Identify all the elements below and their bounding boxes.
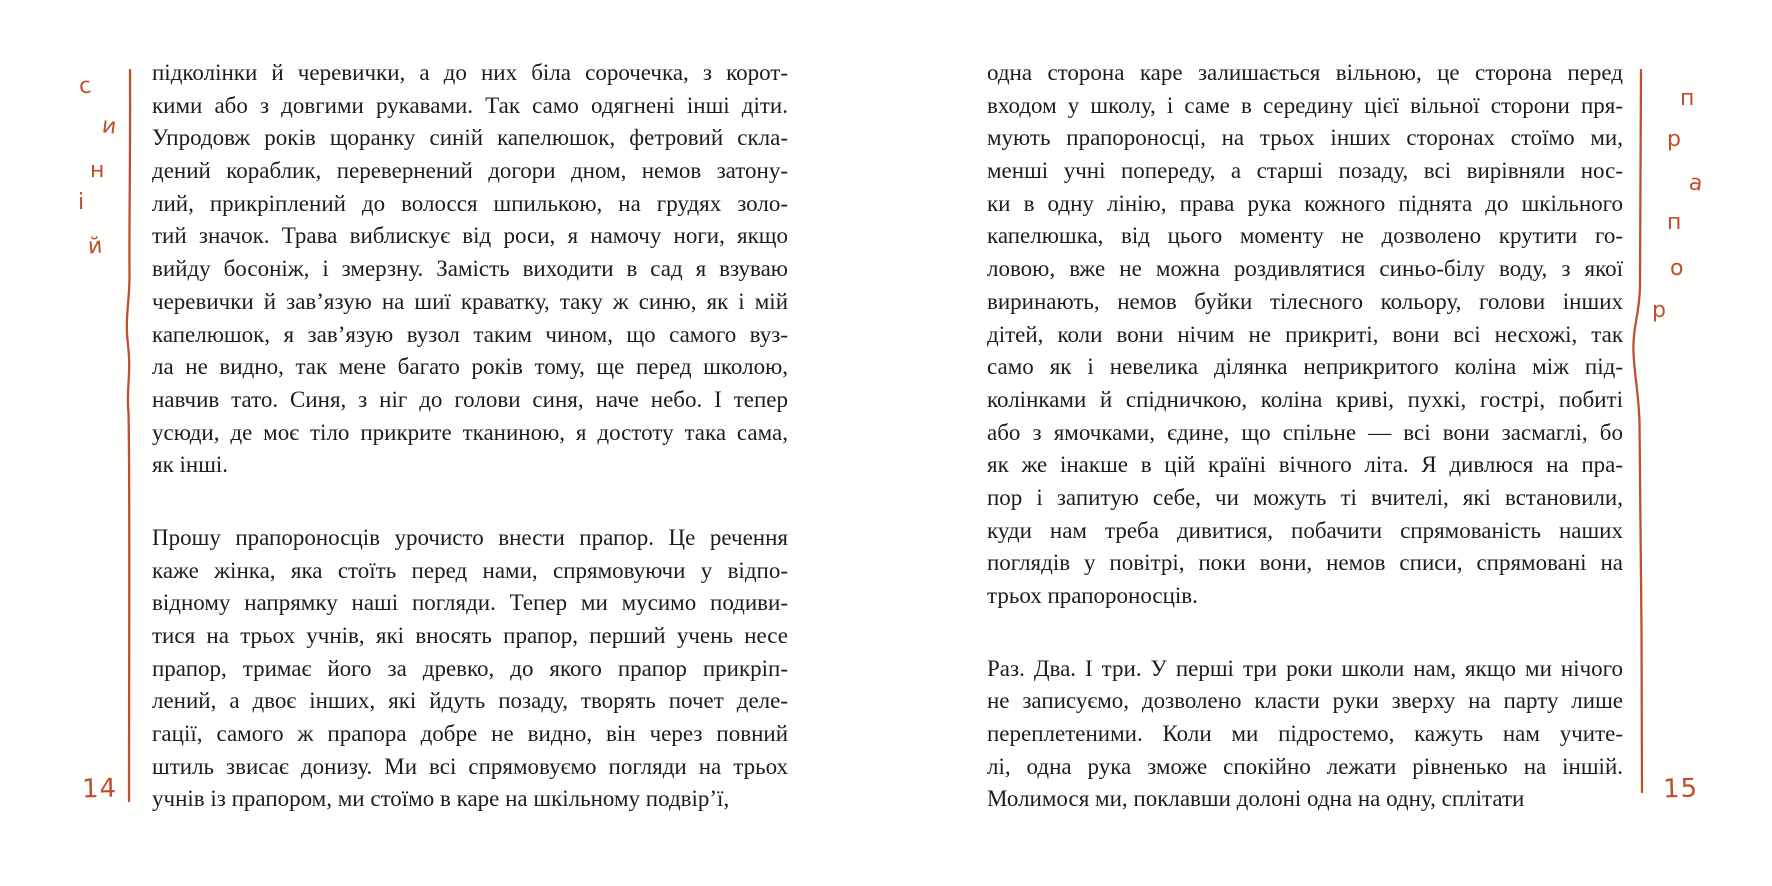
right-page-number: 15 xyxy=(1662,773,1699,805)
paragraph xyxy=(152,522,788,816)
text-line: як же інакше в цій країні вічного літа. Я дивлюся на пра- xyxy=(987,452,1623,478)
margin-letter: н xyxy=(90,158,105,183)
text-line: виринають, немов буйки тілесного кольору, голови інших xyxy=(987,288,1623,314)
left-page-number: 14 xyxy=(81,773,118,805)
text-line: ловою, вже не можна роздивлятися синьо-білу воду, з якої xyxy=(987,256,1623,282)
text-line: Упродовж років щоранку синій капелюшок, фетровий скла- xyxy=(152,125,788,151)
text-line: лий, прикріплений до волосся шпилькою, на грудях золо- xyxy=(152,190,788,216)
margin-letter: р xyxy=(1652,298,1666,323)
margin-letter: п xyxy=(1667,210,1682,235)
left-wavy-line xyxy=(127,70,130,801)
text-line: черевички й зав’язую на шиї краватку, таку ж синю, як і мій xyxy=(152,288,788,314)
text-line: менші учні попереду, а старші позаду, всі вирівняли нос- xyxy=(987,158,1623,184)
text-line: переплетеними. Коли ми підростемо, кажуть нам учите- xyxy=(987,721,1623,747)
text-line: Раз. Два. І три. У перші три роки школи нам, якщо ми нічого xyxy=(987,655,1623,681)
margin-letter: й xyxy=(86,233,104,260)
text-line: куди нам треба дивитися, побачити спрямованість наших xyxy=(987,517,1623,543)
text-line: капелюшка, від цього моменту не дозволено крутити го- xyxy=(987,223,1623,249)
text-line: колінками й спідничкою, коліна криві, пухкі, гострі, побиті xyxy=(987,386,1623,412)
text-line: пор і запитую себе, чи можуть ті вчителі, які встановили, xyxy=(987,484,1623,510)
text-line: або з ямочками, єдине, що спільне — всі вони засмаглі, бо xyxy=(987,419,1623,445)
text-line: дений кораблик, перевернений догори дном, немов затону- xyxy=(152,158,788,184)
margin-letter: п xyxy=(1680,86,1695,111)
text-line: лі, одна рука зможе спокійно лежати рівненько на іншій. xyxy=(987,753,1623,779)
paragraph xyxy=(987,653,1623,816)
text-line: ки в одну лінію, права рука кожного піднята до шкільного xyxy=(987,190,1623,216)
text-line: само як і невелика ділянка неприкритого коліна між під- xyxy=(987,354,1623,380)
text-line: входом у школу, і саме в середину цієї вільної сторони пря- xyxy=(987,92,1623,118)
margin-letter: а xyxy=(1687,170,1705,197)
text-line: капелюшок, я зав’язую вузол таким чином, що самого вуз- xyxy=(152,321,788,347)
text-line: штиль звисає донизу. Ми всі спрямовуємо погляди на трьох xyxy=(152,753,788,779)
text-line: прапор, тримає його за древко, до якого прапор прикріп- xyxy=(152,655,788,681)
margin-letter: и xyxy=(100,113,118,140)
margin-letter: р xyxy=(1667,127,1681,152)
text-line: не записуємо, дозволено класти руки зверху на парту лише xyxy=(987,688,1623,714)
margin-letter: і xyxy=(78,190,85,215)
text-line: ла не видно, так мене багато років тому, ще перед школою, xyxy=(152,354,788,380)
text-line: поглядів у повітрі, поки вони, немов списи, спрямовані на xyxy=(987,550,1623,576)
paragraph xyxy=(152,57,788,482)
text-line: трьох прапороносців. xyxy=(987,583,1198,608)
text-line: навчив тато. Синя, з ніг до голови синя, наче небо. І тепер xyxy=(152,386,788,412)
margin-letter: о xyxy=(1670,256,1684,281)
text-line: відному напрямку наші погляди. Тепер ми мусимо подиви- xyxy=(152,590,788,616)
margin-letter: с xyxy=(77,73,93,100)
text-line: Молимося ми, поклавши долоні одна на одну, сплітати xyxy=(987,786,1525,812)
left-page-text xyxy=(152,57,788,816)
text-line: Прошу прапороносців урочисто внести прапор. Це речення xyxy=(152,524,788,550)
text-line: підколінки й черевички, а до них біла сорочечка, з корот- xyxy=(152,60,788,85)
text-line: як інші. xyxy=(152,452,229,478)
text-line: кими або з довгими рукавами. Так само одягнені інші діти. xyxy=(152,92,788,118)
right-wavy-line xyxy=(1633,70,1642,792)
text-line: учнів із прапором, ми стоїмо в каре на шкільному подвір’ї, xyxy=(152,786,730,812)
text-line: усюди, де моє тіло прикрите тканиною, я достоту така сама, xyxy=(152,419,788,445)
text-line: мують прапороносці, на трьох інших сторонах стоїмо ми, xyxy=(987,125,1623,151)
text-line: одна сторона каре залишається вільною, це сторона перед xyxy=(987,60,1623,85)
text-line: гації, самого ж прапора добре не видно, він через повний xyxy=(152,721,788,747)
right-page-text xyxy=(987,57,1623,816)
text-line: дітей, коли вони нічим не прикриті, вони всі несхожі, так xyxy=(987,321,1623,347)
text-line: каже жінка, яка стоїть перед нами, спрямовуючи у відпо- xyxy=(152,557,788,583)
text-line: лений, а двоє інших, які йдуть позаду, творять почет деле- xyxy=(152,688,788,714)
paragraph xyxy=(987,57,1623,613)
text-line: тися на трьох учнів, які вносять прапор, перший учень несе xyxy=(152,623,788,648)
text-line: тий значок. Трава виблискує від роси, я намочу ноги, якщо xyxy=(152,223,788,249)
text-line: вийду босоніж, і змерзну. Замість виходити в сад я взуваю xyxy=(152,256,788,282)
